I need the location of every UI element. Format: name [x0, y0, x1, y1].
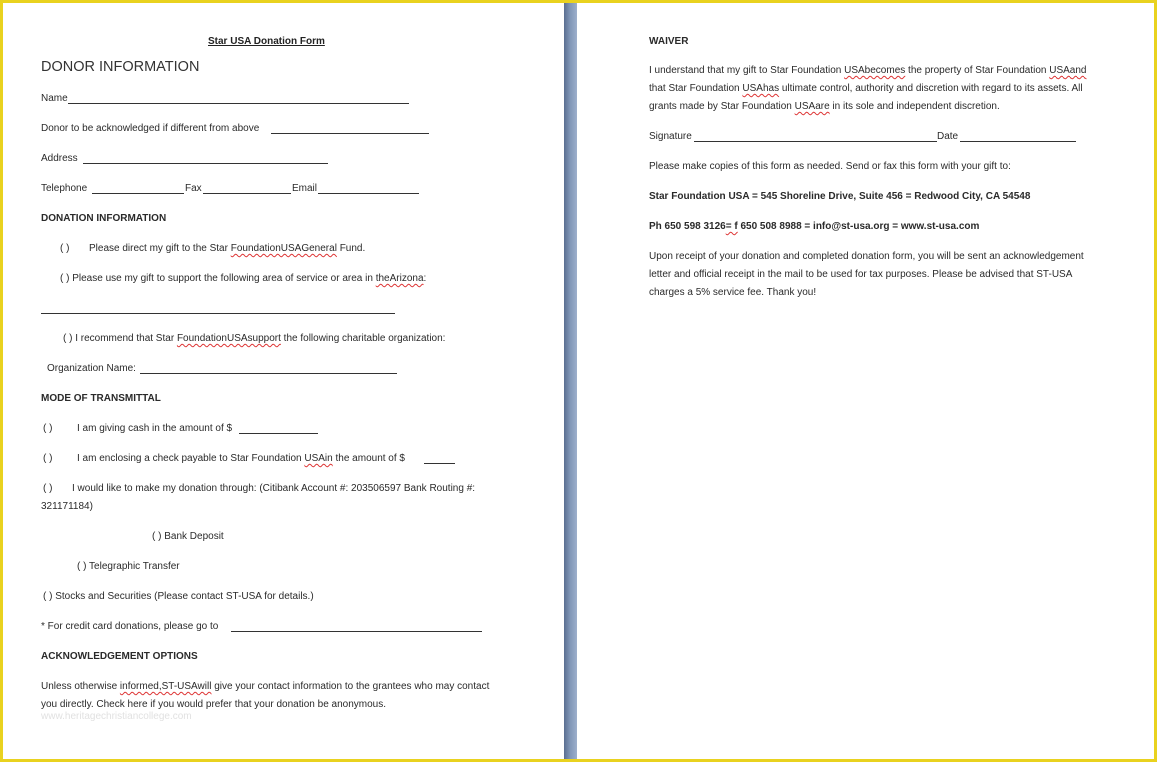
- credit-card-url-field[interactable]: [231, 631, 482, 632]
- stocks-option[interactable]: ( ) Stocks and Securities (Please contact ST-USA for details.): [43, 591, 314, 602]
- fax-label: Fax: [185, 183, 202, 194]
- ack-name-field[interactable]: [271, 133, 429, 134]
- donation-info-heading: DONATION INFORMATION: [41, 213, 167, 224]
- waiver-line1: I understand that my gift to Star Foundation USAbecomes the property of Star Foundation USAand: [649, 65, 1087, 76]
- bank-deposit-option[interactable]: ( ) Bank Deposit: [152, 531, 224, 542]
- receipt-line2: letter and official receipt in the mail to be used for tax purposes. Please be advised that ST-USA: [649, 269, 1073, 280]
- date-label: Date: [937, 131, 959, 142]
- credit-card-note: * For credit card donations, please go to: [41, 621, 219, 632]
- receipt-line3: charges a 5% service fee. Thank you!: [649, 287, 817, 298]
- document-viewer: [3, 3, 1154, 759]
- ack-label: Donor to be acknowledged if different from above: [41, 123, 260, 134]
- cash-option: I am giving cash in the amount of $: [77, 423, 233, 434]
- address-label: Address: [41, 153, 78, 164]
- transmittal-heading: MODE OF TRANSMITTAL: [41, 393, 161, 404]
- waiver-line2: that Star Foundation USAhas ultimate control, authority and discretion with regard to its assets. All: [649, 83, 1083, 94]
- telegraphic-option[interactable]: ( ) Telegraphic Transfer: [77, 561, 180, 572]
- bank-option-line2: 321171184): [41, 501, 93, 512]
- check-option: I am enclosing a check payable to Star Foundation USAin the amount of $: [77, 453, 405, 464]
- ack-options-heading: ACKNOWLEDGEMENT OPTIONS: [41, 651, 198, 662]
- waiver-heading: WAIVER: [649, 36, 689, 47]
- ack-text-line2: you directly. Check here if you would prefer that your donation be anonymous.: [41, 699, 387, 710]
- bank-checkbox[interactable]: ( ): [43, 483, 53, 494]
- bank-option-line1: I would like to make my donation through: (Citibank Account #: 203506597 Bank Routing #:: [72, 483, 476, 494]
- ack-text-line1: Unless otherwise informed,ST-USAwill give your contact information to the grantees who may contact: [41, 681, 490, 692]
- signature-label: Signature: [649, 131, 692, 142]
- foundation-address: Star Foundation USA = 545 Shoreline Drive, Suite 456 = Redwood City, CA 54548: [649, 191, 1031, 202]
- fax-field[interactable]: [203, 193, 291, 194]
- name-label: Name: [41, 93, 68, 104]
- name-field[interactable]: [68, 103, 409, 104]
- address-field[interactable]: [83, 163, 328, 164]
- form-title: Star USA Donation Form: [208, 36, 325, 47]
- cash-checkbox[interactable]: ( ): [43, 423, 53, 434]
- watermark-text: www.heritagechristiancollege.com: [41, 711, 192, 722]
- general-fund-option: Please direct my gift to the Star FoundationUSAGeneral Fund.: [89, 243, 366, 254]
- contact-line: Ph 650 598 3126= f 650 508 8988 = info@st-usa.org = www.st-usa.com: [649, 221, 980, 232]
- area-of-service-field[interactable]: [41, 313, 395, 314]
- area-of-service-option[interactable]: ( ) Please use my gift to support the following area of service or area in theArizona:: [60, 273, 427, 284]
- cash-amount-field[interactable]: [239, 433, 318, 434]
- receipt-line1: Upon receipt of your donation and completed donation form, you will be sent an acknowledgement: [649, 251, 1084, 262]
- general-fund-checkbox[interactable]: ( ): [60, 243, 70, 254]
- page-2: [577, 3, 1154, 759]
- waiver-line3: grants made by Star Foundation USAare in its sole and independent discretion.: [649, 101, 1000, 112]
- email-label: Email: [292, 183, 318, 194]
- org-name-field[interactable]: [140, 373, 397, 374]
- date-field[interactable]: [960, 141, 1076, 142]
- copies-note: Please make copies of this form as needed. Send or fax this form with your gift to:: [649, 161, 1011, 172]
- check-amount-field[interactable]: [424, 463, 455, 464]
- signature-field[interactable]: [694, 141, 937, 142]
- charitable-org-option[interactable]: ( ) I recommend that Star FoundationUSAsupport the following charitable organization:: [63, 333, 446, 344]
- telephone-label: Telephone: [41, 183, 88, 194]
- org-name-label: Organization Name:: [47, 363, 136, 374]
- check-checkbox[interactable]: ( ): [43, 453, 53, 464]
- email-field[interactable]: [318, 193, 419, 194]
- page-1: [3, 3, 564, 759]
- telephone-field[interactable]: [92, 193, 184, 194]
- page-gutter: [564, 3, 577, 759]
- donor-info-heading: DONOR INFORMATION: [41, 59, 200, 75]
